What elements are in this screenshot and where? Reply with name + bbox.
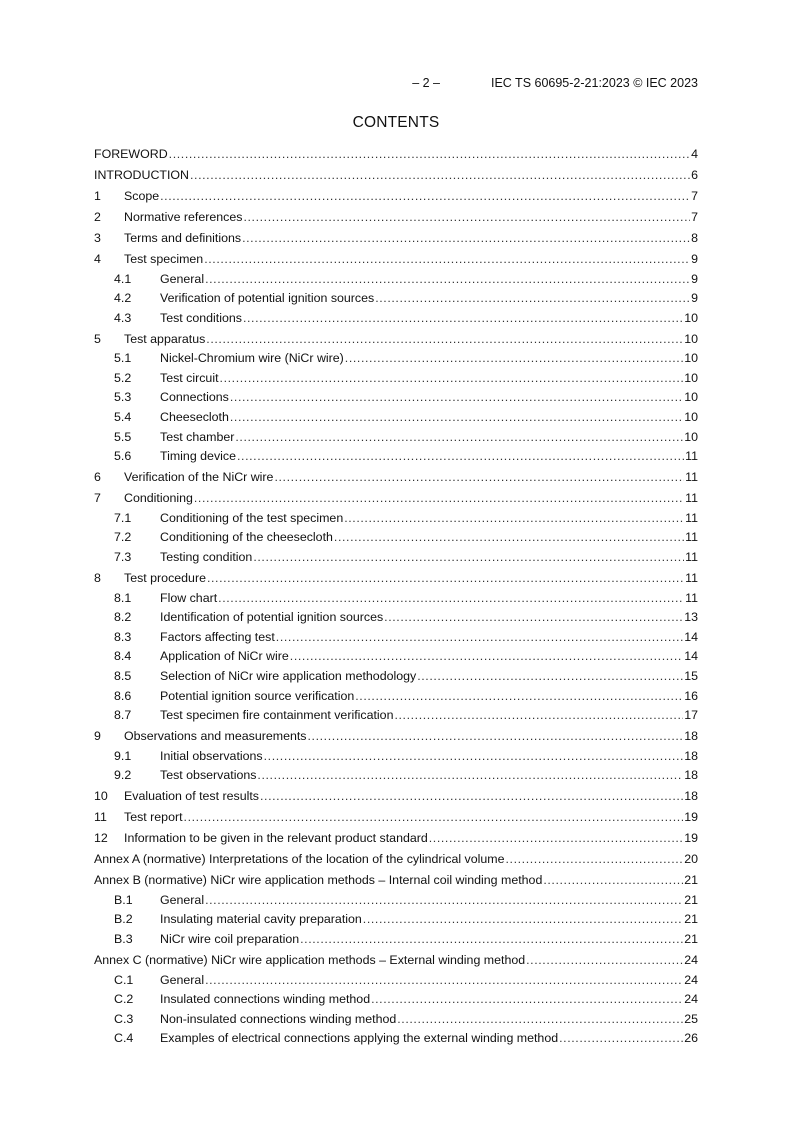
toc-entry-page: 24: [684, 972, 698, 987]
toc-entry-title: NiCr wire coil preparation: [160, 932, 300, 947]
toc-entry[interactable]: [94, 569, 698, 589]
toc-entry-title: Test chamber: [160, 429, 235, 444]
toc-entry-title: Nickel-Chromium wire (NiCr wire): [160, 351, 344, 366]
toc-entry-page: 8: [691, 230, 698, 245]
toc-entry-title: Conditioning: [124, 491, 193, 506]
toc-entry[interactable]: [94, 229, 698, 249]
dot-leader: [260, 787, 683, 807]
toc-entry-page: 11: [685, 470, 698, 485]
toc-entry-line: [124, 569, 698, 589]
toc-entry[interactable]: [94, 808, 698, 828]
toc-entry-title: Timing device: [160, 449, 236, 464]
toc-entry-page: 11: [685, 510, 698, 525]
toc-entry-number: 8.3: [114, 629, 132, 644]
toc-entry-line: [160, 747, 698, 767]
toc-entry-line: [124, 808, 698, 828]
dot-leader: [190, 166, 690, 186]
toc-entry[interactable]: [94, 468, 698, 488]
toc-entry-number: 8.6: [114, 688, 132, 703]
dot-leader: [206, 330, 683, 350]
toc-entry-line: [160, 990, 698, 1010]
toc-entry[interactable]: [94, 349, 698, 369]
dot-leader: [230, 408, 683, 428]
toc-entry[interactable]: [94, 489, 698, 509]
toc-entry-page: 10: [684, 331, 698, 346]
toc-entry-title: Observations and measurements: [124, 729, 307, 744]
toc-entry-number: 10: [94, 789, 108, 804]
toc-entry-line: [160, 388, 698, 408]
toc-entry[interactable]: [94, 667, 698, 687]
toc-entry-line: [160, 289, 698, 309]
dot-leader: [257, 766, 683, 786]
toc-entry-number: 5.5: [114, 429, 132, 444]
dot-leader: [220, 369, 684, 389]
toc-entry-title: Connections: [160, 390, 229, 405]
toc-entry-page: 20: [684, 852, 698, 867]
toc-entry-title: Flow chart: [160, 590, 218, 605]
toc-entry[interactable]: [94, 910, 698, 930]
toc-entry-line: [124, 829, 698, 849]
toc-entry-title: Annex C (normative) NiCr wire application methods – External winding method: [94, 953, 526, 967]
toc-entry-number: 6: [94, 470, 101, 485]
toc-entry-page: 11: [685, 570, 698, 585]
toc-entry-page: 7: [691, 209, 698, 224]
toc-entry-number: 8.7: [114, 708, 132, 723]
toc-entry-line: [160, 509, 698, 529]
toc-entry-number: 11: [94, 810, 107, 825]
toc-entry-line: [124, 468, 698, 488]
dot-leader: [204, 250, 690, 270]
toc-entry-title: Test circuit: [160, 370, 219, 385]
dot-leader: [205, 891, 683, 911]
toc-entry[interactable]: [94, 388, 698, 408]
toc-entry-title: Scope: [124, 188, 160, 203]
page-number: – 2 –: [412, 76, 440, 90]
toc-entry-title: Potential ignition source verification: [160, 688, 355, 703]
toc-entry-line: [160, 667, 698, 687]
toc-entry-number: B.3: [114, 932, 133, 947]
toc-entry-number: 5.3: [114, 390, 132, 405]
toc-entry-number: 8: [94, 570, 101, 585]
toc-entry-page: 14: [684, 649, 698, 664]
toc-entry-page: 13: [684, 610, 698, 625]
toc-entry-title: General: [160, 271, 205, 286]
dot-leader: [264, 747, 684, 767]
dot-leader: [230, 388, 683, 408]
toc-entry-line: [160, 930, 698, 950]
toc-entry[interactable]: [94, 330, 698, 350]
toc-entry-page: 14: [684, 629, 698, 644]
toc-entry-title: Test conditions: [160, 310, 242, 325]
toc-entry-page: 6: [691, 167, 698, 182]
toc-entry[interactable]: [94, 309, 698, 329]
toc-entry-number: B.1: [114, 892, 133, 907]
toc-entry-number: 4.2: [114, 291, 132, 306]
toc-entry-page: 18: [684, 789, 698, 804]
toc-entry[interactable]: [94, 608, 698, 628]
toc-entry[interactable]: [94, 891, 698, 911]
toc-entry-title: Test specimen: [124, 251, 204, 266]
toc-entry-line: [160, 408, 698, 428]
dot-leader: [543, 871, 683, 891]
toc-entry-line: [160, 766, 698, 786]
toc-entry-page: 11: [685, 550, 698, 564]
toc-entry-line: [124, 787, 698, 807]
toc-entry-page: 18: [684, 748, 698, 763]
toc-entry-number: 9: [94, 729, 101, 744]
toc-entry[interactable]: [94, 787, 698, 807]
toc-entry-title: Annex A (normative) Interpretations of the location of the cylindrical volume: [94, 852, 505, 867]
dot-leader: [207, 569, 684, 589]
dot-leader: [243, 309, 683, 329]
toc-entry-page: 24: [684, 953, 698, 967]
toc-entry-number: 9.2: [114, 768, 132, 783]
toc-entry-number: 8.1: [114, 590, 132, 605]
toc-entry-title: Initial observations: [160, 748, 263, 763]
toc-entry[interactable]: [94, 145, 698, 165]
dot-leader: [237, 447, 684, 467]
toc-entry[interactable]: [94, 509, 698, 529]
dot-leader: [345, 349, 683, 369]
toc-entry-title: Factors affecting test: [160, 629, 275, 644]
toc-entry-page: 19: [684, 810, 698, 825]
dot-leader: [218, 589, 684, 609]
toc-entry[interactable]: [94, 1029, 698, 1049]
toc-entry-page: 21: [684, 912, 698, 927]
toc-entry-page: 17: [684, 708, 698, 723]
dot-leader: [429, 829, 683, 849]
toc-entry-line: [160, 647, 698, 667]
dot-leader: [375, 289, 690, 309]
toc-entry-line: [160, 910, 698, 930]
toc-entry-number: 9.1: [114, 748, 132, 763]
toc-entry-page: 10: [684, 370, 698, 385]
dot-leader: [184, 808, 684, 828]
toc-entry-title: FOREWORD: [94, 147, 168, 161]
toc-entry[interactable]: [94, 930, 698, 950]
toc-entry-line: [124, 208, 698, 228]
dot-leader: [308, 727, 684, 747]
toc-entry-number: B.2: [114, 912, 133, 927]
toc-entry-line: [94, 871, 698, 891]
toc-entry-number: C.3: [114, 1011, 134, 1026]
toc-entry[interactable]: [94, 428, 698, 448]
toc-entry-page: 19: [684, 831, 698, 846]
dot-leader: [160, 187, 690, 207]
dot-leader: [334, 528, 684, 548]
toc-entry-page: 18: [684, 768, 698, 783]
dot-leader: [363, 910, 683, 930]
toc-entry-title: Test procedure: [124, 570, 206, 585]
toc-entry[interactable]: [94, 951, 698, 971]
toc-entry-title: Cheesecloth: [160, 410, 229, 425]
toc-entry-title: Test specimen fire containment verification: [160, 708, 394, 723]
dot-leader: [235, 428, 683, 448]
dot-leader: [194, 489, 684, 509]
toc-entry-number: 2: [94, 209, 101, 224]
toc-entry[interactable]: [94, 871, 698, 891]
toc-entry-number: C.4: [114, 1031, 134, 1046]
dot-leader: [526, 951, 683, 971]
toc-entry-title: Information to be given in the relevant product standard: [124, 831, 428, 846]
toc-entry-line: [94, 145, 698, 165]
toc-entry-number: 7.2: [114, 530, 132, 545]
toc-entry-line: [160, 447, 698, 467]
toc-entry-number: C.1: [114, 972, 134, 987]
toc-entry-number: C.2: [114, 992, 134, 1007]
toc-entry[interactable]: [94, 727, 698, 747]
toc-entry-number: 5.6: [114, 449, 132, 464]
toc-entry-line: [160, 628, 698, 648]
toc-entry-line: [94, 850, 698, 870]
toc-entry-page: 10: [684, 310, 698, 325]
toc-entry-title: General: [160, 972, 205, 987]
dot-leader: [205, 971, 683, 991]
toc-entry-line: [124, 330, 698, 350]
toc-entry[interactable]: [94, 528, 698, 548]
toc-entry-title: Normative references: [124, 209, 243, 224]
dot-leader: [371, 990, 683, 1010]
toc-entry-line: [160, 428, 698, 448]
toc-entry-number: 8.2: [114, 610, 132, 625]
dot-leader: [394, 706, 683, 726]
toc-entry[interactable]: [94, 548, 698, 568]
dot-leader: [559, 1029, 683, 1049]
toc-entry-line: [124, 187, 698, 207]
toc-entry[interactable]: [94, 706, 698, 726]
toc-entry-page: 11: [685, 530, 698, 545]
toc-entry-page: 11: [685, 590, 698, 605]
toc-entry[interactable]: [94, 1010, 698, 1030]
page-header: [94, 76, 698, 94]
toc-entry-number: 7.1: [114, 510, 132, 525]
toc-entry-line: [94, 951, 698, 971]
toc-entry-line: [94, 166, 698, 186]
dot-leader: [384, 608, 683, 628]
toc-entry[interactable]: [94, 829, 698, 849]
toc-entry[interactable]: [94, 628, 698, 648]
toc-entry[interactable]: [94, 766, 698, 786]
toc-entry-line: [124, 229, 698, 249]
toc-entry-number: 7.3: [114, 550, 132, 564]
toc-entry-number: 3: [94, 230, 101, 245]
toc-entry-line: [160, 369, 698, 389]
toc-entry-title: Identification of potential ignition sources: [160, 610, 384, 625]
toc-entry-number: 5.1: [114, 351, 132, 366]
toc-entry-line: [160, 971, 698, 991]
toc-entry-page: 21: [684, 873, 698, 888]
dot-leader: [355, 687, 683, 707]
toc-entry-page: 9: [691, 291, 698, 306]
toc-entry[interactable]: [94, 369, 698, 389]
toc-entry-page: 10: [684, 410, 698, 425]
toc-entry-number: 4.1: [114, 271, 132, 286]
toc-entry-page: 16: [684, 688, 698, 703]
dot-leader: [274, 468, 684, 488]
table-of-contents: [94, 145, 698, 1049]
toc-entry-line: [160, 589, 698, 609]
toc-entry-title: Application of NiCr wire: [160, 649, 289, 664]
toc-entry-title: Testing condition: [160, 550, 253, 564]
toc-entry-page: 9: [691, 251, 698, 266]
toc-entry[interactable]: [94, 687, 698, 707]
toc-entry-line: [124, 250, 698, 270]
toc-entry-title: Non-insulated connections winding method: [160, 1011, 397, 1026]
toc-entry-title: Terms and definitions: [124, 230, 242, 245]
toc-entry-page: 18: [684, 729, 698, 744]
toc-entry[interactable]: [94, 289, 698, 309]
toc-entry[interactable]: [94, 166, 698, 186]
toc-entry-line: [160, 270, 698, 290]
toc-entry-title: Verification of potential ignition sources: [160, 291, 375, 306]
toc-entry[interactable]: [94, 447, 698, 467]
toc-entry-title: Verification of the NiCr wire: [124, 470, 274, 485]
toc-entry-page: 4: [691, 147, 698, 161]
toc-entry-number: 5: [94, 331, 101, 346]
dot-leader: [290, 647, 683, 667]
toc-entry-page: 26: [684, 1031, 698, 1046]
toc-entry-line: [160, 528, 698, 548]
toc-entry[interactable]: [94, 990, 698, 1010]
dot-leader: [505, 850, 683, 870]
toc-entry-line: [160, 1029, 698, 1049]
toc-entry-line: [160, 706, 698, 726]
toc-entry-line: [124, 489, 698, 509]
toc-entry[interactable]: [94, 850, 698, 870]
toc-entry-number: 8.4: [114, 649, 132, 664]
toc-entry-line: [160, 687, 698, 707]
dot-leader: [300, 930, 683, 950]
toc-entry-number: 5.4: [114, 410, 132, 425]
standard-designation: IEC TS 60695-2-21:2023 © IEC 2023: [490, 76, 698, 90]
toc-entry-number: 4: [94, 251, 101, 266]
toc-entry-page: 7: [691, 188, 698, 203]
toc-entry-title: Insulated connections winding method: [160, 992, 371, 1007]
dot-leader: [417, 667, 683, 687]
toc-entry-page: 11: [685, 449, 698, 464]
dot-leader: [242, 229, 690, 249]
dot-leader: [253, 548, 684, 568]
toc-entry-line: [160, 608, 698, 628]
toc-entry-title: Conditioning of the test specimen: [160, 510, 344, 525]
toc-entry-title: Test apparatus: [124, 331, 206, 346]
toc-entry-page: 21: [684, 892, 698, 907]
toc-entry-page: 21: [684, 932, 698, 947]
page-title: CONTENTS: [352, 114, 440, 131]
toc-entry-page: 10: [684, 429, 698, 444]
toc-entry-page: 10: [684, 390, 698, 405]
toc-entry-page: 15: [684, 668, 698, 683]
toc-entry-title: Test observations: [160, 768, 257, 783]
toc-entry[interactable]: [94, 408, 698, 428]
toc-entry-line: [160, 349, 698, 369]
toc-entry-title: Evaluation of test results: [124, 789, 259, 804]
dot-leader: [344, 509, 684, 529]
toc-entry-title: Conditioning of the cheesecloth: [160, 530, 333, 545]
toc-entry-number: 1: [94, 188, 101, 203]
toc-entry-line: [160, 309, 698, 329]
toc-entry-number: 5.2: [114, 370, 132, 385]
toc-entry-page: 11: [685, 491, 698, 506]
toc-entry-title: Test report: [124, 810, 183, 825]
toc-entry-title: Annex B (normative) NiCr wire application methods – Internal coil winding method: [94, 873, 543, 888]
toc-entry-page: 25: [684, 1011, 698, 1026]
toc-entry[interactable]: [94, 270, 698, 290]
toc-entry-line: [124, 727, 698, 747]
toc-entry[interactable]: [94, 250, 698, 270]
toc-entry-number: 4.3: [114, 310, 132, 325]
toc-entry-title: Examples of electrical connections applying the external winding method: [160, 1031, 559, 1046]
toc-entry-line: [160, 1010, 698, 1030]
toc-entry-page: 10: [684, 351, 698, 366]
dot-leader: [205, 270, 690, 290]
toc-entry-line: [160, 891, 698, 911]
toc-entry[interactable]: [94, 187, 698, 207]
toc-entry[interactable]: [94, 971, 698, 991]
toc-entry[interactable]: [94, 589, 698, 609]
toc-entry[interactable]: [94, 647, 698, 667]
dot-leader: [169, 145, 690, 165]
toc-entry-number: 12: [94, 831, 108, 846]
dot-leader: [397, 1010, 683, 1030]
toc-entry-title: General: [160, 892, 205, 907]
toc-entry-line: [160, 548, 698, 568]
dot-leader: [276, 628, 683, 648]
toc-entry[interactable]: [94, 747, 698, 767]
dot-leader: [243, 208, 690, 228]
toc-entry-number: 8.5: [114, 668, 132, 683]
toc-entry-title: Selection of NiCr wire application methodology: [160, 668, 417, 683]
toc-entry-title: Insulating material cavity preparation: [160, 912, 362, 927]
toc-entry[interactable]: [94, 208, 698, 228]
toc-entry-page: 9: [691, 271, 698, 286]
toc-entry-page: 24: [684, 992, 698, 1007]
toc-entry-number: 7: [94, 491, 101, 506]
toc-entry-title: INTRODUCTION: [94, 167, 189, 182]
